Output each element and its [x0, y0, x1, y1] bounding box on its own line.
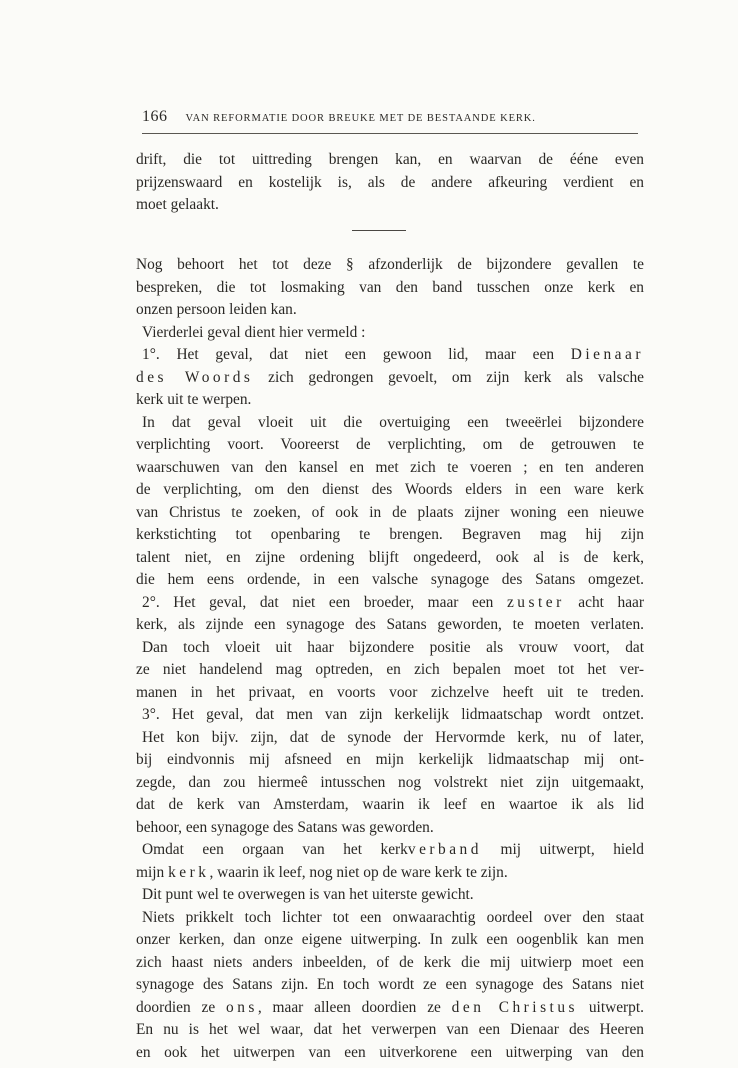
text-line: kerk uit te werpen. [136, 391, 252, 408]
text-line: waarschuwen van den kansel en met zich te voeren ; en ten anderen [136, 458, 644, 476]
intro-paragraph [136, 149, 644, 217]
text-line: Het kon bijv. zijn, dat de synode der Hervormde kerk, nu of later, [142, 728, 644, 746]
running-title: VAN REFORMATIE DOOR BREUKE MET DE BESTAANDE KERK. [185, 113, 536, 124]
text-line: Nog behoort het tot deze § afzonderlijk de bijzondere gevallen te [136, 256, 644, 273]
spaced-emphasis: den Christus [451, 998, 579, 1016]
text-line: bespreken, die tot losmaking van den band tusschen onze kerk en [136, 278, 644, 296]
text-line: kerk, als zijnde een synagoge des Satans geworden, te moeten verlaten. [136, 616, 644, 633]
text-line: synagoge des Satans zijn. En toch wordt ze een synagoge des Satans niet [136, 976, 644, 993]
text-line: prijzenswaard en kostelijk is, als de andere afkeuring verdient en [136, 173, 644, 191]
text-line: 2°. Het geval, dat niet een broeder, maar een zuster acht haar [142, 593, 644, 611]
text-line: ze niet handelend mag optreden, en zich bepalen moet tot het ver- [136, 661, 644, 678]
text-line: onzen persoon leiden kan. [136, 301, 297, 318]
spaced-emphasis: ons [226, 998, 258, 1016]
spaced-emphasis: verband [407, 841, 482, 858]
main-text [136, 254, 644, 1064]
spaced-emphasis: kerk [168, 863, 210, 881]
text-line: mijn kerk, waarin ik leef, nog niet op de ware kerk te zijn. [136, 863, 508, 881]
page-number: 166 [142, 108, 168, 125]
text-line: talent niet, en zijne ordening blijft ongedeerd, ook al is de kerk, [136, 548, 644, 566]
text-line: zegde, dan zou hiermeê intusschen nog volstrekt niet zijn uitgemaakt, [136, 773, 644, 791]
text-line: en ook het uitwerpen van een uitverkorene een uitwerping van den [136, 1043, 644, 1061]
text-line: Niets prikkelt toch lichter tot een onwaarachtig oordeel over den staat [142, 908, 644, 926]
section-separator [352, 230, 406, 231]
text-line: doordien ze ons, maar alleen doordien ze den Christus uitwerpt. [136, 998, 644, 1016]
text-line: Dan toch vloeit uit haar bijzondere positie als vrouw voort, dat [142, 638, 644, 656]
text-line: Omdat een orgaan van het kerkverband mij uitwerpt, hield [142, 841, 644, 858]
text-line: kerkstichting tot openbaring te brengen. Begraven mag hij zijn [136, 526, 644, 543]
text-line: de verplichting, om den dienst des Woords elders in een ware kerk [136, 481, 644, 498]
text-line: 3°. Het geval, dat men van zijn kerkelijk lidmaatschap wordt ontzet. [142, 706, 644, 723]
text-line: behoor, een synagoge des Satans was geworden. [136, 818, 434, 836]
text-line: En nu is het wel waar, dat het verwerpen van een Dienaar des Heeren [136, 1021, 644, 1038]
text-line: moet gelaakt. [136, 196, 219, 213]
text-line: 1°. Het geval, dat niet een gewoon lid, maar een Dienaar [142, 346, 644, 363]
text-line: van Christus te zoeken, of ook in de plaats zijner woning een nieuwe [136, 503, 644, 521]
text-line: zich haast niets anders inbeelden, of de kerk die mij uitwierp moet een [136, 953, 644, 971]
text-line: manen in het privaat, en voorts voor zichzelve heeft uit te treden. [136, 683, 644, 701]
text-line: onzer kerken, dan onze eigene uitwerping. In zulk een oogenblik kan men [136, 931, 644, 948]
spaced-emphasis: Dienaar [570, 346, 644, 363]
page-header [142, 108, 638, 126]
text-line: bij eindvonnis mij afsneed en mijn kerkelijk lidmaatschap mij ont- [136, 751, 644, 768]
spaced-emphasis: zuster [506, 593, 565, 611]
text-line: die hem eens ordende, in een valsche synagoge des Satans omgezet. [136, 571, 644, 588]
text-line: Dit punt wel te overwegen is van het uiterste gewicht. [142, 886, 474, 903]
text-line: Vierderlei geval dient hier vermeld : [142, 323, 366, 341]
text-line: drift, die tot uittreding brengen kan, en waarvan de ééne even [136, 151, 644, 168]
text-line: In dat geval vloeit uit die overtuiging een tweeërlei bijzondere [142, 413, 644, 431]
text-line: des Woords zich gedrongen gevoelt, om zijn kerk als valsche [136, 368, 644, 386]
text-line: verplichting voort. Vooreerst de verplichting, om de getrouwen te [136, 436, 644, 453]
spaced-emphasis: des Woords [136, 368, 254, 386]
header-rule [142, 133, 638, 134]
text-line: dat de kerk van Amsterdam, waarin ik leef en waartoe ik als lid [136, 796, 644, 813]
